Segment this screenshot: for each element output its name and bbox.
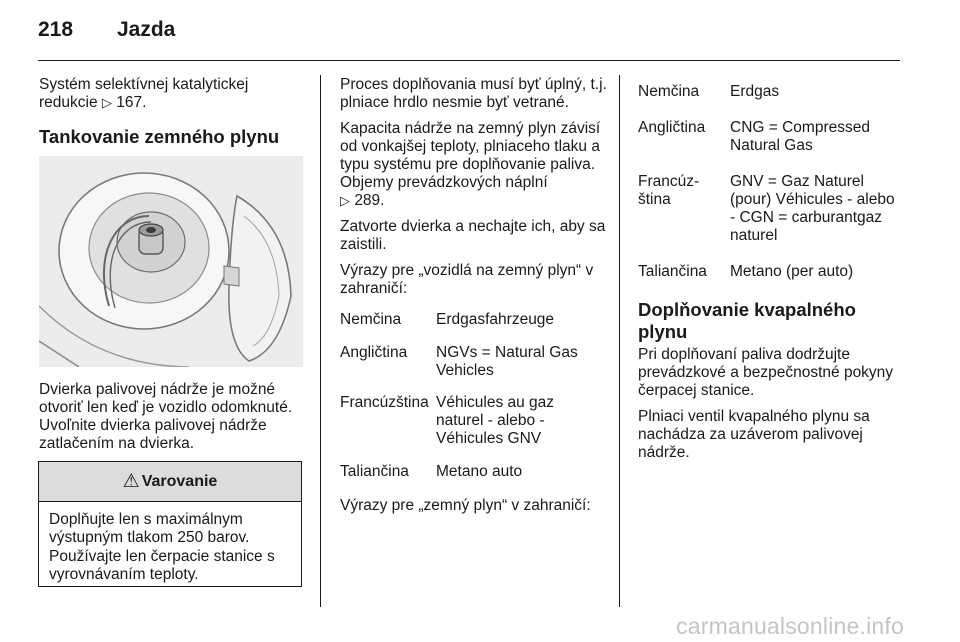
reference-arrow-icon: ▷: [101, 95, 112, 110]
table-row: [340, 394, 602, 463]
page-number: 218: [38, 18, 74, 41]
intro-page-ref[interactable]: 167.: [116, 94, 147, 111]
warning-text: Doplňujte len s maximálnym výstupným tlakom 250 barov. Používajte len čerpacie stanice s vyrovnávaním teploty.: [49, 511, 275, 584]
term-cell: Metano auto: [436, 463, 523, 480]
table-row: [340, 344, 602, 394]
column-divider-2: [619, 75, 620, 607]
tank-capacity-text: Kapacita nádrže na zemný plyn závisí od vonkajšej teploty, plniaceho tlaku a typu systému pre doplňovanie paliva. Objemy prevádzkových náplní: [340, 120, 601, 191]
fuel-flap-illustration: [39, 156, 303, 367]
term-cell: Véhicules au gaz naturel - alebo - Véhicules GNV: [436, 394, 555, 447]
header-rule: [38, 60, 900, 61]
table-row: [638, 263, 904, 281]
table-row: [340, 311, 602, 344]
warning-title: Varovanie: [141, 472, 218, 490]
fuel-flap-figure: [39, 156, 303, 367]
table-row: [638, 173, 904, 263]
table-row: [638, 83, 904, 119]
intro-text: Systém selektívnej katalytickej redukcie: [39, 76, 249, 111]
column-divider-1: [320, 75, 321, 607]
heading-cng-refueling: Tankovanie zemného plynu: [39, 126, 280, 147]
gas-terms-table: [638, 83, 904, 281]
flap-open-paragraph: Dvierka palivovej nádrže je možné otvoriť len keď je vozidlo odomknuté. Uvoľnite dvierka palivovej nádrže zatlačením na dvierka.: [39, 381, 293, 452]
language-cell: Taliančina: [340, 463, 409, 480]
column-1-intro: [39, 76, 309, 148]
paragraph-close-flap: Zatvorte dvierka a nechajte ich, aby sa zaistili.: [340, 218, 606, 253]
language-cell: Angličtina: [638, 119, 706, 136]
language-cell: Angličtina: [340, 344, 408, 361]
intro-paragraph: [39, 76, 309, 112]
warning-header: [39, 462, 301, 502]
paragraph-complete-refuel: Proces doplňovania musí byť úplný, t.j. plniace hrdlo nesmie byť vetrané.: [340, 76, 607, 111]
paragraph-tank-capacity: [340, 120, 608, 210]
term-cell: NGVs = Natural Gas Vehicles: [436, 344, 578, 379]
capacity-page-ref[interactable]: 289.: [354, 192, 385, 209]
column-2: [340, 76, 608, 523]
term-cell: GNV = Gaz Naturel (pour) Véhicules - alebo - CGN = carburantgaz naturel: [730, 173, 895, 244]
column-3: [638, 83, 906, 470]
watermark: carmanualsonline.info: [676, 613, 904, 639]
vehicle-terms-table: [340, 311, 602, 481]
term-cell: Erdgas: [730, 83, 780, 100]
term-cell: Erdgasfahrzeuge: [436, 311, 555, 328]
warning-triangle-icon: ⚠: [122, 471, 140, 492]
language-cell: Nemčina: [340, 311, 402, 328]
language-cell: Francúz- ština: [638, 173, 700, 208]
heading-lpg-refueling: Doplňovanie kvapalného plynu: [638, 299, 856, 342]
paragraph-gas-terms: Výrazy pre „zemný plyn“ v zahraničí:: [340, 497, 591, 514]
section-title: Jazda: [117, 18, 176, 41]
paragraph-vehicle-terms: Výrazy pre „vozidlá na zemný plyn“ v zahraničí:: [340, 262, 594, 297]
language-cell: Nemčina: [638, 83, 700, 100]
reference-arrow-icon: ▷: [340, 193, 350, 208]
table-row: [340, 463, 602, 481]
paragraph-lpg-valve: Plniaci ventil kvapalného plynu sa nachádza za uzáverom palivovej nádrže.: [638, 408, 870, 461]
language-cell: Taliančina: [638, 263, 707, 280]
warning-box: [38, 461, 302, 587]
paragraph-lpg-safety: Pri doplňovaní paliva dodržujte prevádzkové a bezpečnostné pokyny čerpacej stanice.: [638, 346, 894, 399]
table-row: [638, 119, 904, 173]
term-cell: Metano (per auto): [730, 263, 854, 280]
language-cell: Francúzština: [340, 394, 429, 411]
column-1-body: [39, 381, 311, 461]
term-cell: CNG = Compressed Natural Gas: [730, 119, 870, 154]
